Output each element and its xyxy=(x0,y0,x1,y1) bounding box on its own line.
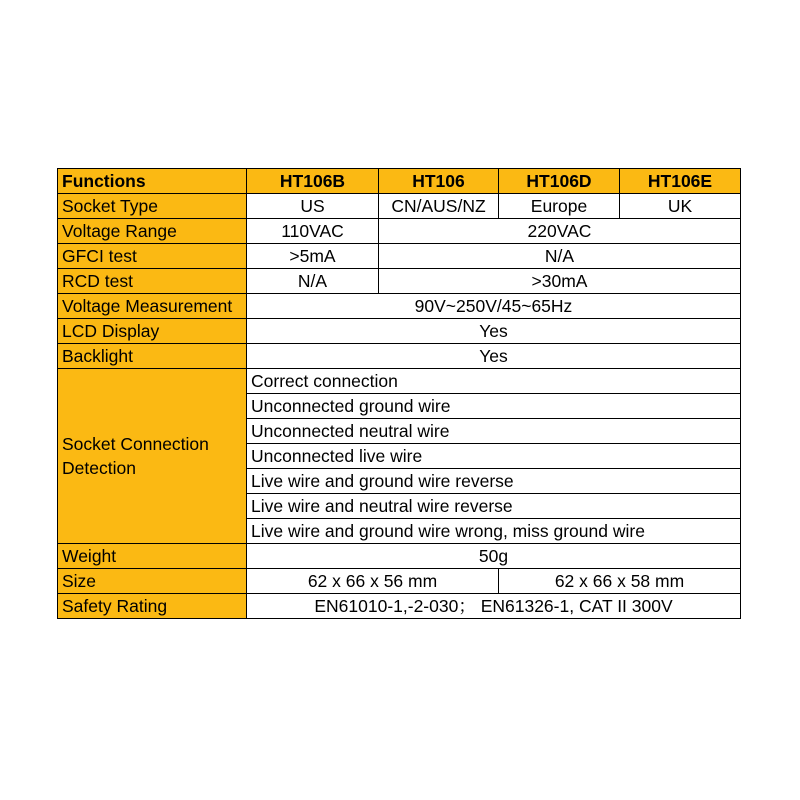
size-label: Size xyxy=(58,569,247,594)
voltage-measurement-label: Voltage Measurement xyxy=(58,294,247,319)
socket-type-ht106e: UK xyxy=(620,194,741,219)
row-detection-1 xyxy=(58,369,741,394)
gfci-label: GFCI test xyxy=(58,244,247,269)
row-size xyxy=(58,569,741,594)
size-value-a: 62 x 66 x 56 mm xyxy=(247,569,499,594)
weight-label: Weight xyxy=(58,544,247,569)
safety-label: Safety Rating xyxy=(58,594,247,619)
rcd-others: >30mA xyxy=(379,269,741,294)
header-functions: Functions xyxy=(58,169,247,194)
safety-value: EN61010-1,-2-030； EN61326-1, CAT II 300V xyxy=(247,594,741,619)
header-row xyxy=(58,169,741,194)
rcd-label: RCD test xyxy=(58,269,247,294)
lcd-label: LCD Display xyxy=(58,319,247,344)
voltage-measurement-value: 90V~250V/45~65Hz xyxy=(247,294,741,319)
rcd-ht106b: N/A xyxy=(247,269,379,294)
detection-item: Live wire and ground wire wrong, miss ground wire xyxy=(247,519,741,544)
header-ht106d: HT106D xyxy=(499,169,620,194)
size-value-b: 62 x 66 x 58 mm xyxy=(499,569,741,594)
gfci-others: N/A xyxy=(379,244,741,269)
row-rcd xyxy=(58,269,741,294)
detection-item: Unconnected neutral wire xyxy=(247,419,741,444)
row-voltage-measurement xyxy=(58,294,741,319)
backlight-value: Yes xyxy=(247,344,741,369)
header-ht106: HT106 xyxy=(379,169,499,194)
header-ht106e: HT106E xyxy=(620,169,741,194)
voltage-range-label: Voltage Range xyxy=(58,219,247,244)
socket-type-ht106b: US xyxy=(247,194,379,219)
socket-type-ht106: CN/AUS/NZ xyxy=(379,194,499,219)
spec-table xyxy=(57,168,741,619)
row-lcd xyxy=(58,319,741,344)
row-gfci xyxy=(58,244,741,269)
socket-type-label: Socket Type xyxy=(58,194,247,219)
gfci-ht106b: >5mA xyxy=(247,244,379,269)
detection-item: Live wire and ground wire reverse xyxy=(247,469,741,494)
voltage-range-ht106b: 110VAC xyxy=(247,219,379,244)
weight-value: 50g xyxy=(247,544,741,569)
detection-label: Socket Connection Detection xyxy=(58,369,247,544)
row-voltage-range xyxy=(58,219,741,244)
backlight-label: Backlight xyxy=(58,344,247,369)
row-backlight xyxy=(58,344,741,369)
detection-item: Unconnected live wire xyxy=(247,444,741,469)
row-safety xyxy=(58,594,741,619)
voltage-range-others: 220VAC xyxy=(379,219,741,244)
row-weight xyxy=(58,544,741,569)
row-socket-type xyxy=(58,194,741,219)
detection-item: Correct connection xyxy=(247,369,741,394)
detection-item: Unconnected ground wire xyxy=(247,394,741,419)
header-ht106b: HT106B xyxy=(247,169,379,194)
socket-type-ht106d: Europe xyxy=(499,194,620,219)
lcd-value: Yes xyxy=(247,319,741,344)
detection-item: Live wire and neutral wire reverse xyxy=(247,494,741,519)
